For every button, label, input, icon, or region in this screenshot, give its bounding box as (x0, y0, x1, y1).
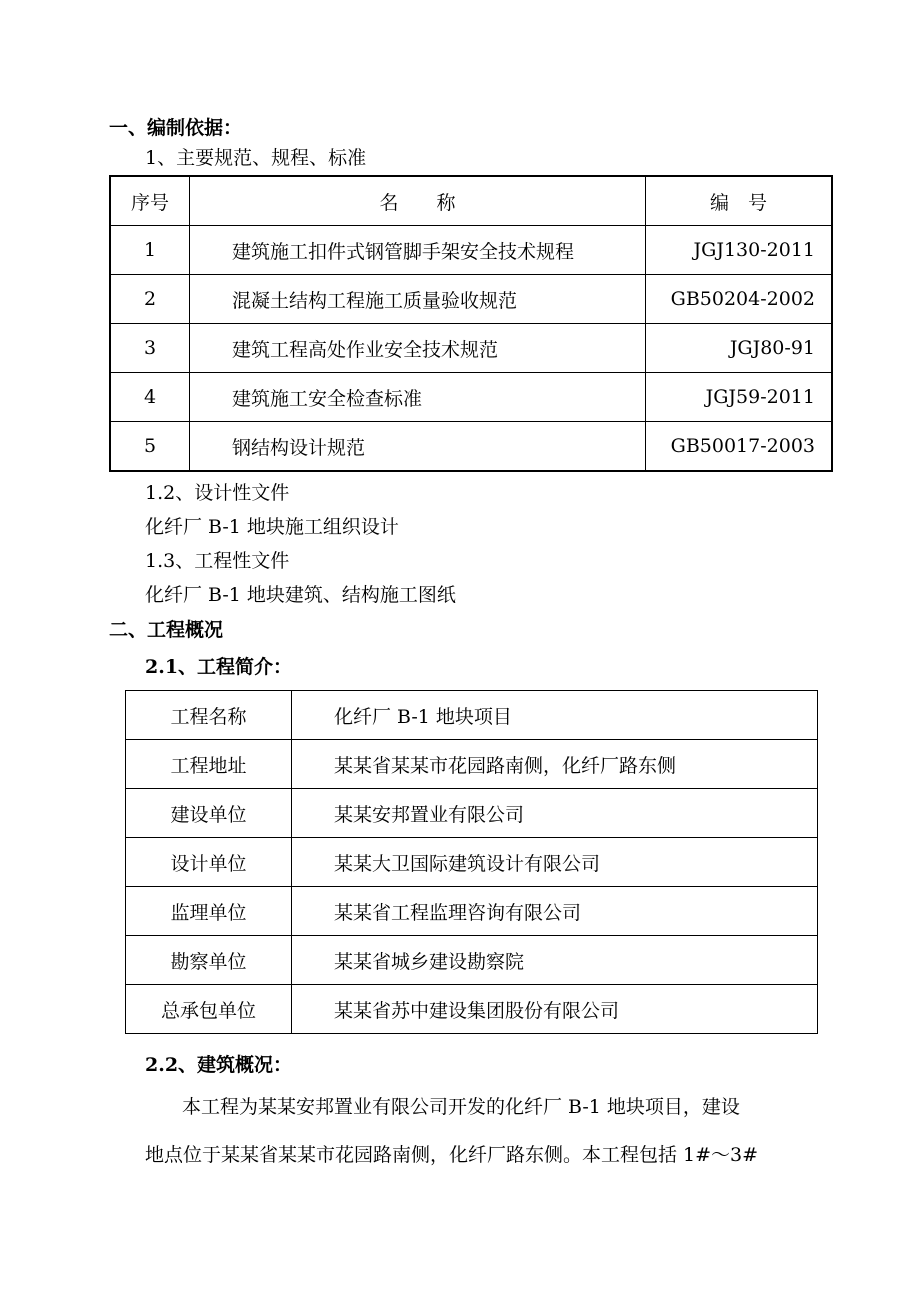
row-no: 1 (110, 226, 190, 275)
row-no: 5 (110, 422, 190, 472)
subheading-design-docs: 1.2、设计性文件 (145, 482, 290, 504)
info-value: 某某省工程监理咨询有限公司 (292, 887, 818, 936)
header-code: 编 号 (646, 176, 832, 226)
table-row (110, 275, 832, 324)
info-value: 某某大卫国际建筑设计有限公司 (292, 838, 818, 887)
row-name: 混凝土结构工程施工质量验收规范 (190, 275, 646, 324)
info-key: 工程名称 (126, 691, 292, 740)
table-row (126, 691, 818, 740)
table-header-row (110, 176, 832, 226)
subheading-engineering-docs: 1.3、工程性文件 (145, 550, 290, 572)
info-value: 某某省苏中建设集团股份有限公司 (292, 985, 818, 1034)
row-name: 建筑工程高处作业安全技术规范 (190, 324, 646, 373)
row-no: 4 (110, 373, 190, 422)
row-no: 3 (110, 324, 190, 373)
paragraph-line: 地点位于某某省某某市花园路南侧，化纤厂路东侧。本工程包括 1#～3# (145, 1144, 759, 1166)
table-row (126, 740, 818, 789)
row-code: GB50204-2002 (646, 275, 832, 324)
design-docs-text: 化纤厂 B-1 地块施工组织设计 (145, 516, 399, 538)
info-value: 某某安邦置业有限公司 (292, 789, 818, 838)
row-name: 建筑施工安全检查标准 (190, 373, 646, 422)
row-no: 2 (110, 275, 190, 324)
info-value: 某某省某某市花园路南侧，化纤厂路东侧 (292, 740, 818, 789)
paragraph-line: 本工程为某某安邦置业有限公司开发的化纤厂 B-1 地块项目，建设 (182, 1096, 740, 1118)
table-row (126, 936, 818, 985)
row-name: 建筑施工扣件式钢管脚手架安全技术规程 (190, 226, 646, 275)
engineering-docs-text: 化纤厂 B-1 地块建筑、结构施工图纸 (145, 584, 456, 606)
section-heading-overview: 二、工程概况 (109, 619, 224, 641)
section-heading-basis: 一、编制依据： (109, 117, 243, 139)
info-value: 化纤厂 B-1 地块项目 (292, 691, 818, 740)
subheading-project-intro: 2.1、工程简介： (145, 656, 293, 678)
row-code: GB50017-2003 (646, 422, 832, 472)
info-value: 某某省城乡建设勘察院 (292, 936, 818, 985)
table-row (126, 838, 818, 887)
info-key: 勘察单位 (126, 936, 292, 985)
row-code: JGJ130-2011 (646, 226, 832, 275)
table-row (110, 226, 832, 275)
subheading-building-overview: 2.2、建筑概况： (145, 1054, 293, 1076)
subheading-norms: 1、主要规范、规程、标准 (145, 147, 367, 169)
info-key: 建设单位 (126, 789, 292, 838)
info-key: 总承包单位 (126, 985, 292, 1034)
info-key: 设计单位 (126, 838, 292, 887)
table-row (126, 985, 818, 1034)
table-row (110, 373, 832, 422)
info-key: 工程地址 (126, 740, 292, 789)
table-row (126, 789, 818, 838)
table-row (110, 324, 832, 373)
table-row (110, 422, 832, 472)
project-info-table (125, 690, 818, 1034)
norms-table (109, 175, 833, 472)
header-name: 名 称 (190, 176, 646, 226)
row-code: JGJ59-2011 (646, 373, 832, 422)
info-key: 监理单位 (126, 887, 292, 936)
table-row (126, 887, 818, 936)
header-no: 序号 (110, 176, 190, 226)
row-code: JGJ80-91 (646, 324, 832, 373)
row-name: 钢结构设计规范 (190, 422, 646, 472)
